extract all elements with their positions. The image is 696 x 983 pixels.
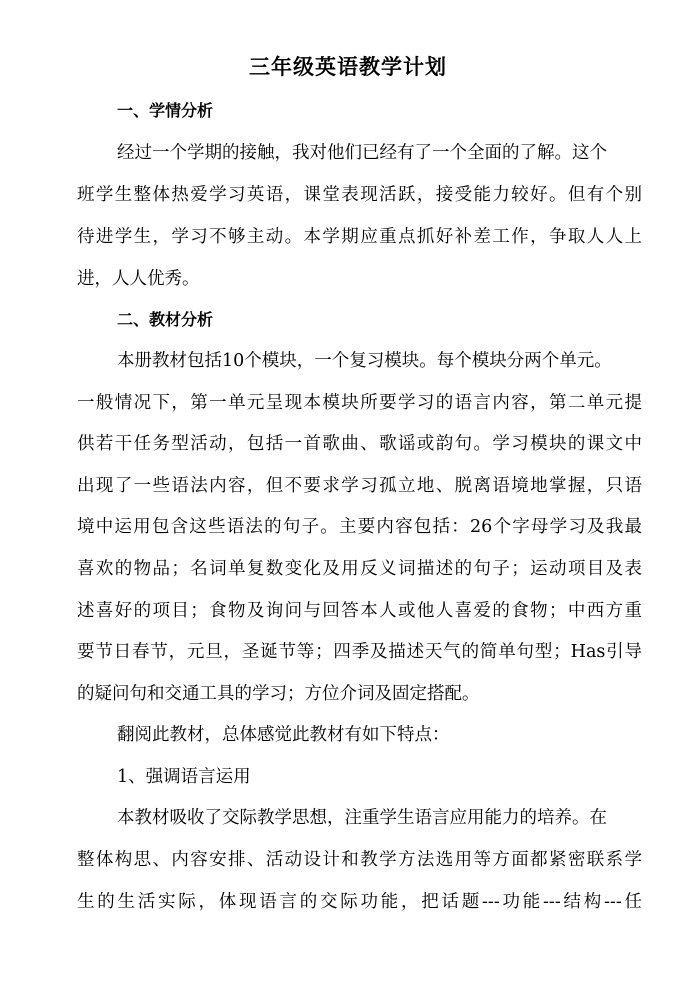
paragraph-line: 进，人人优秀。	[77, 269, 200, 289]
paragraph-line: 经过一个学期的接触，我对他们已经有了一个全面的了解。这个	[117, 143, 607, 163]
paragraph-line: 出现了一些语法内容，但不要求学习孤立地、脱离语境地掌握，只语	[77, 476, 642, 496]
paragraph-line: 喜欢的物品；名词单复数变化及用反义词描述的句子；运动项目及表	[77, 559, 642, 579]
paragraph-line: 待进学生，学习不够主动。本学期应重点抓好补差工作，争取人人上	[77, 227, 642, 247]
paragraph-line: 供若干任务型活动，包括一首歌曲、歌谣或韵句。学习模块的课文中	[77, 434, 642, 454]
paragraph-line: 的疑问句和交通工具的学习；方位介词及固定搭配。	[77, 684, 480, 704]
paragraph-line: 翻阅此教材，总体感觉此教材有如下特点：	[117, 725, 450, 745]
subheading-language-use: 1、强调语言运用	[117, 767, 251, 787]
document-title: 三年级英语教学计划	[249, 54, 447, 79]
paragraph-line: 境中运用包含这些语法的句子。主要内容包括：26个字母学习及我最	[77, 517, 642, 537]
paragraph-line: 一般情况下，第一单元呈现本模块所要学习的语言内容，第二单元提	[77, 393, 642, 413]
paragraph-line: 本教材吸收了交际教学思想，注重学生语言应用能力的培养。在	[117, 808, 607, 828]
section-heading-student-analysis: 一、学情分析	[117, 101, 214, 120]
paragraph-line: 本册教材包括10个模块，一个复习模块。每个模块分两个单元。	[117, 351, 612, 371]
paragraph-line: 整体构思、内容安排、活动设计和教学方法选用等方面都紧密联系学	[77, 850, 642, 870]
paragraph-line: 述喜好的项目；食物及询问与回答本人或他人喜爱的食物；中西方重	[77, 601, 642, 621]
paragraph-line: 班学生整体热爱学习英语，课堂表现活跃，接受能力较好。但有个别	[77, 185, 642, 205]
paragraph-line: 要节日春节，元旦，圣诞节等；四季及描述天气的简单句型；Has引导	[77, 642, 642, 662]
section-heading-textbook-analysis: 二、教材分析	[117, 310, 214, 329]
paragraph-line: 生的生活实际，体现语言的交际功能，把话题---功能---结构---任	[77, 892, 642, 912]
